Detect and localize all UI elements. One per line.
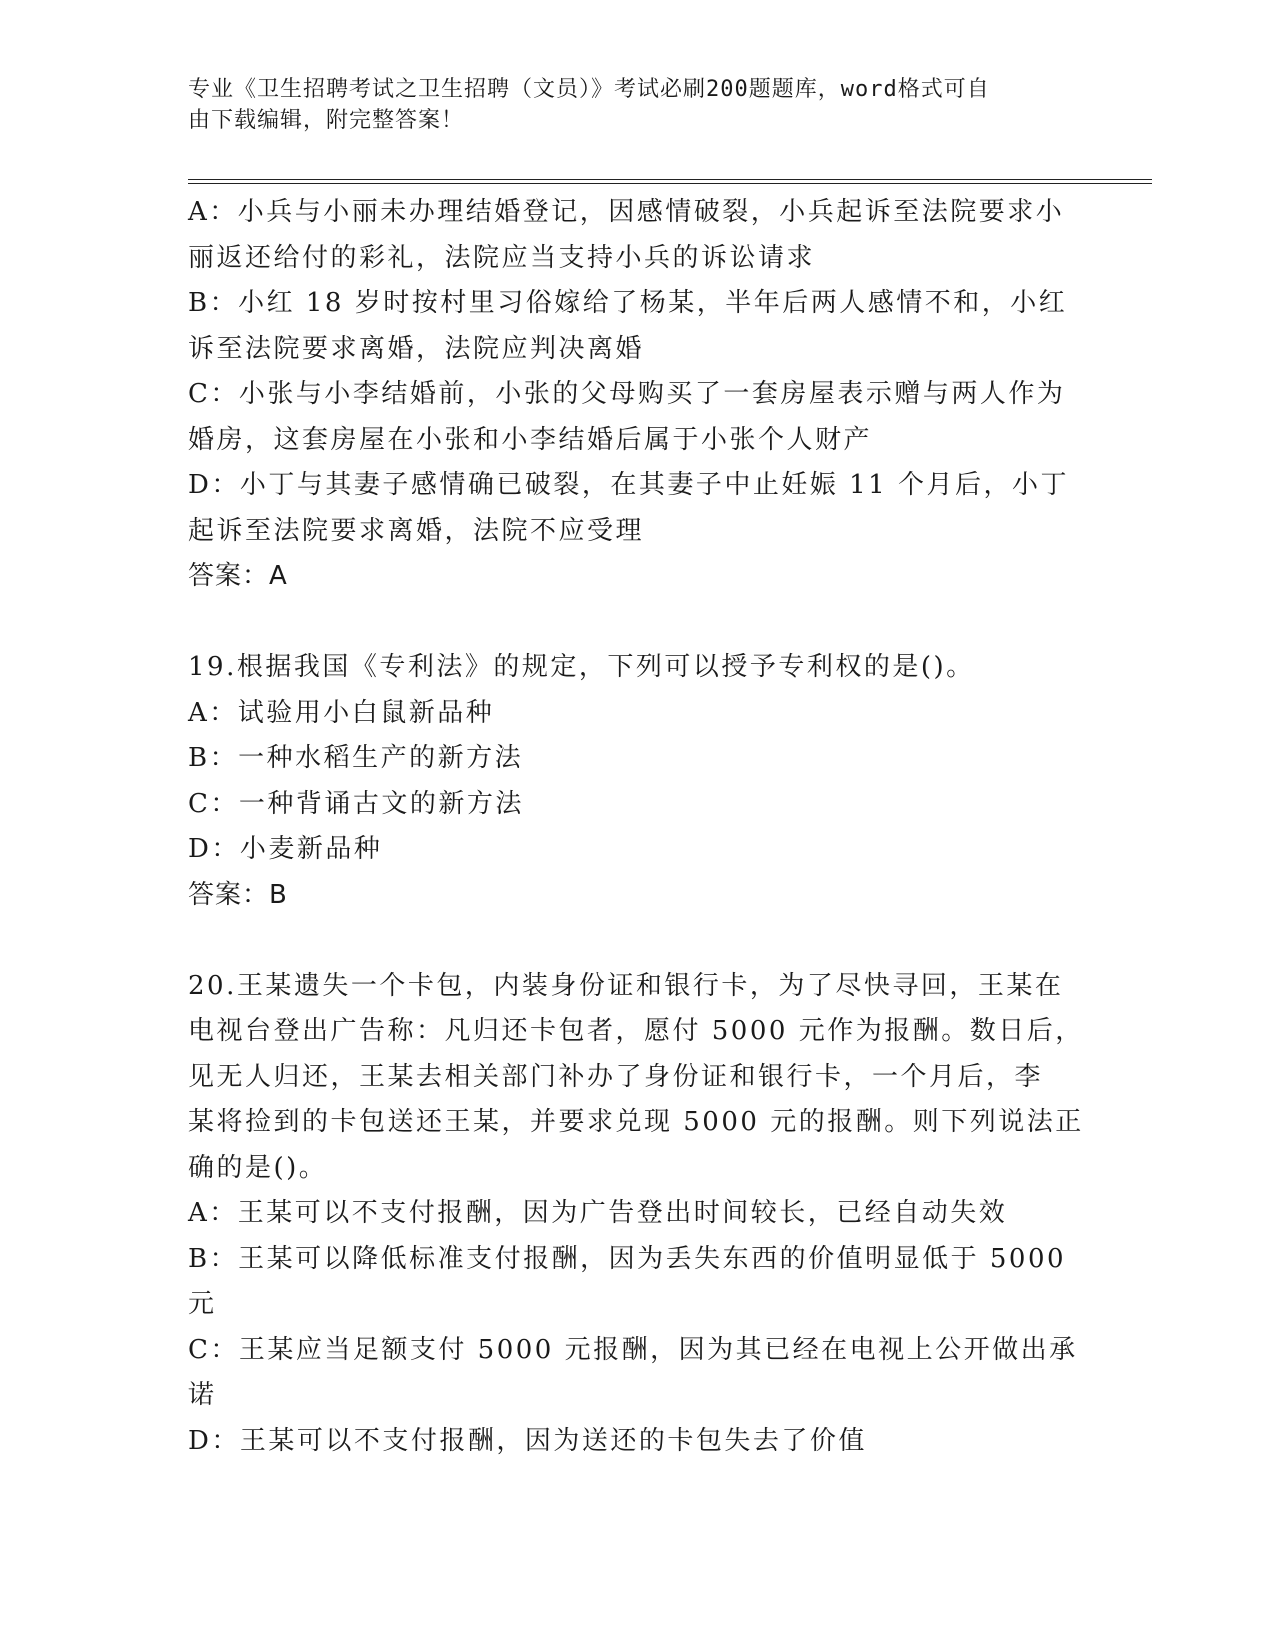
option-c: C：小张与小李结婚前，小张的父母购买了一套房屋表示赠与两人作为: [188, 379, 1066, 409]
option-b-continued: 元: [188, 1289, 217, 1319]
document-body: [188, 190, 1084, 1464]
option-d: D：小麦新品种: [188, 834, 383, 864]
option-b-continued: 诉至法院要求离婚，法院应判决离婚: [188, 333, 645, 364]
option-d-continued: 起诉至法院要求离婚，法院不应受理: [188, 515, 645, 546]
question-text: 电视台登出广告称：凡归还卡包者，愿付 5000 元作为报酬。数日后，: [188, 1016, 1084, 1046]
option-b: B：一种水稻生产的新方法: [188, 743, 524, 773]
option-a-continued: 丽返还给付的彩礼，法院应当支持小兵的诉讼请求: [188, 242, 816, 273]
question-text: 某将捡到的卡包送还王某，并要求兑现 5000 元的报酬。则下列说法正: [188, 1107, 1084, 1137]
option-a: A：试验用小白鼠新品种: [188, 697, 495, 728]
header-line: 专业《卫生招聘考试之卫生招聘（文员）》考试必刷200题题库，word格式可自: [188, 77, 990, 102]
option-c: C：一种背诵古文的新方法: [188, 788, 524, 819]
option-b: B：王某可以降低标准支付报酬，因为丢失东西的价值明显低于 5000: [188, 1243, 1067, 1274]
option-d: D：王某可以不支付报酬，因为送还的卡包失去了价值: [188, 1425, 867, 1456]
option-c: C：王某应当足额支付 5000 元报酬，因为其已经在电视上公开做出承: [188, 1334, 1078, 1365]
answer: 答案：A: [188, 561, 288, 591]
document-header: [188, 74, 1068, 136]
header-line: 由下载编辑，附完整答案！: [188, 108, 465, 133]
option-c-continued: 婚房，这套房屋在小张和小李结婚后属于小张个人财产: [188, 424, 873, 455]
question-text: 确的是()。: [188, 1152, 328, 1183]
question-18: [188, 190, 1068, 600]
header-divider: [188, 183, 1152, 184]
header-divider: [188, 179, 1152, 180]
answer: 答案：B: [188, 879, 288, 910]
question-19: [188, 645, 1068, 918]
question-text: 见无人归还，王某去相关部门补办了身份证和银行卡，一个月后，李: [188, 1061, 1044, 1092]
option-d: D：小丁与其妻子感情确已破裂，在其妻子中止妊娠 11 个月后，小丁: [188, 470, 1069, 500]
option-a: A：小兵与小丽未办理结婚登记，因感情破裂，小兵起诉至法院要求小: [188, 197, 1065, 227]
question-text: 19.根据我国《专利法》的规定，下列可以授予专利权的是()。: [188, 652, 975, 682]
option-b: B：小红 18 岁时按村里习俗嫁给了杨某，半年后两人感情不和，小红: [188, 288, 1068, 318]
option-a: A：王某可以不支付报酬，因为广告登出时间较长，已经自动失效: [188, 1198, 1008, 1228]
question-text: 20.王某遗失一个卡包，内装身份证和银行卡，为了尽快寻回，王某在: [188, 970, 1064, 1001]
option-c-continued: 诺: [188, 1380, 217, 1410]
question-20: [188, 964, 1084, 1465]
